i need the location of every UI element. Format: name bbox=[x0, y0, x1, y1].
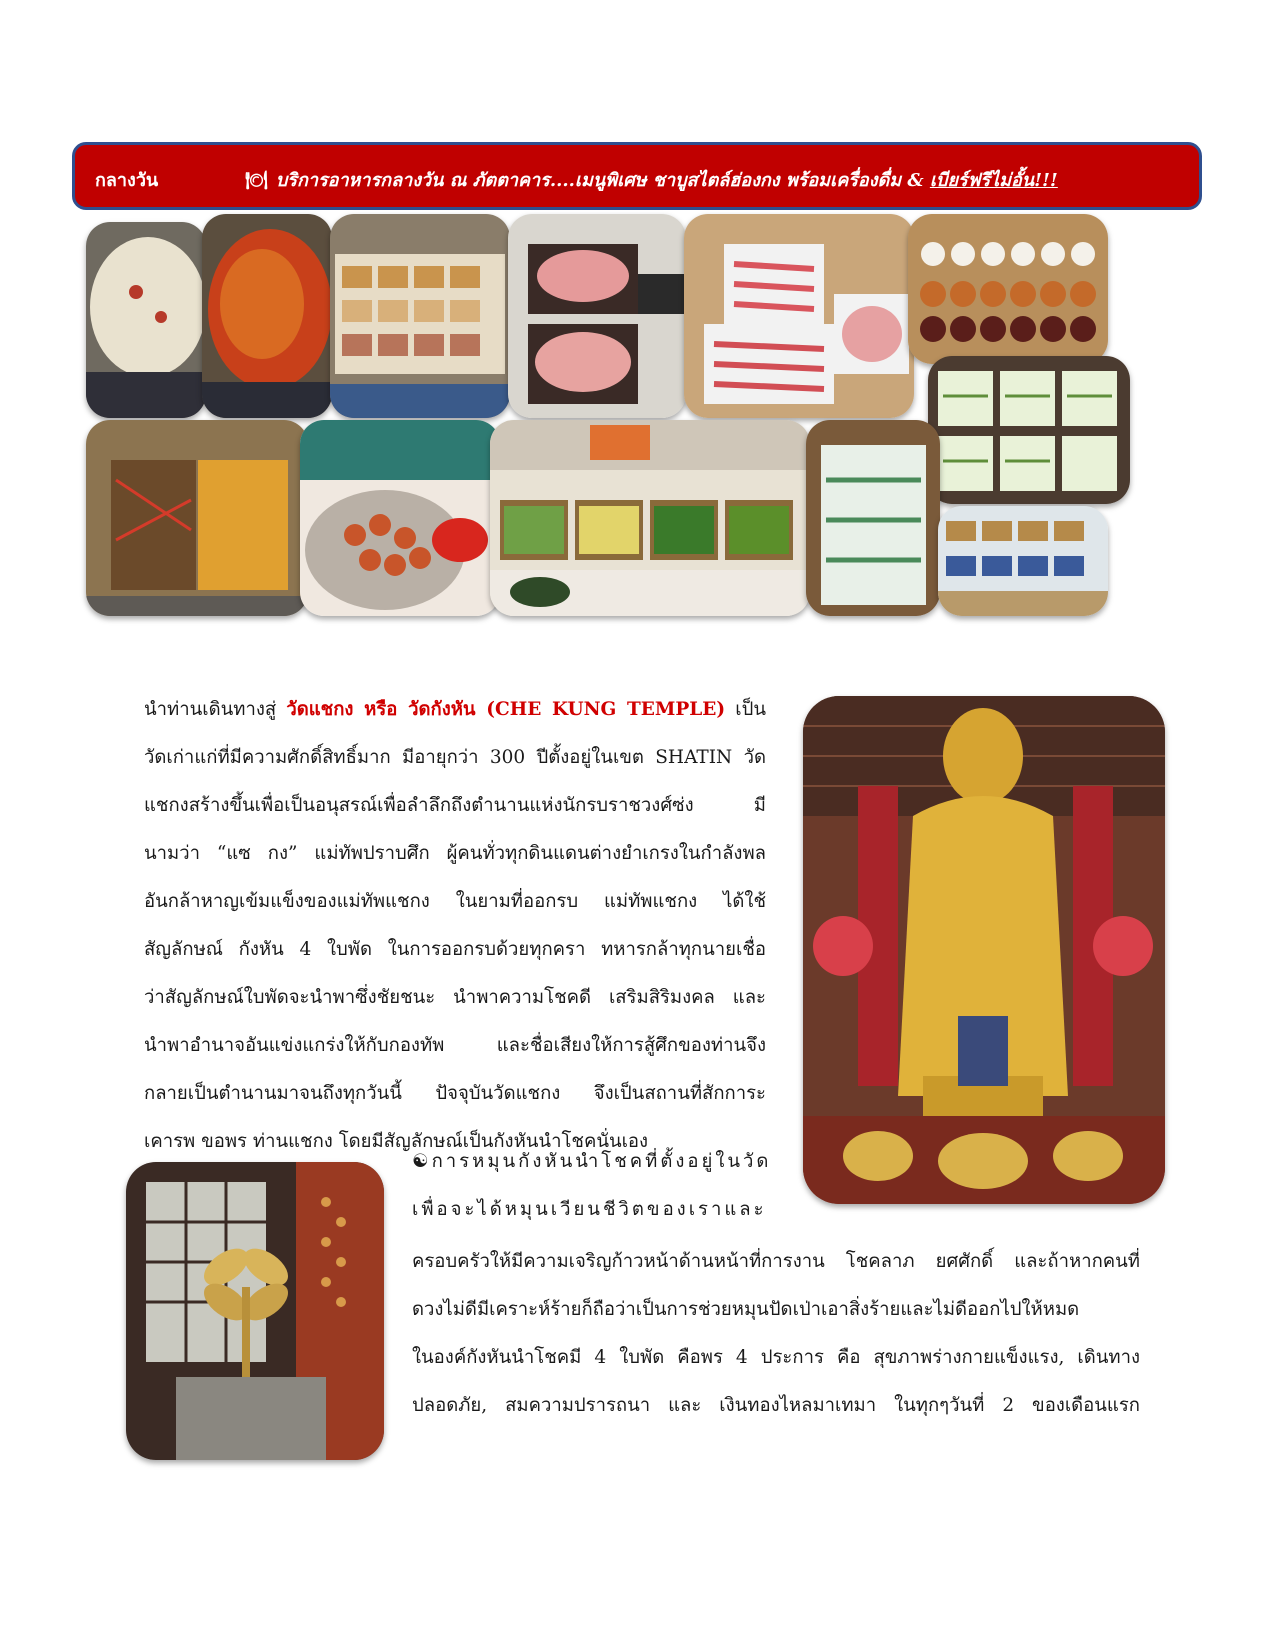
banner-text-highlight: เบียร์ฟรีไม่อั้น!!! bbox=[929, 170, 1058, 191]
photo-hotpot-broth-white bbox=[86, 222, 206, 418]
temple-description bbox=[144, 686, 766, 1166]
text-line: ดวงไม่ดีมีเคราะห์ร้ายก็ถือว่าเป็นการช่วยหมุนปัดเป่าเอาสิ่งร้ายและไม่ดีออกไปให้หมด bbox=[412, 1299, 1080, 1320]
text-line: อันกล้าหาญเข้มแข็งของแม่ทัพแชกง ในยามที่ออกรบ แม่ทัพแชกง ได้ใช้ bbox=[144, 891, 766, 912]
windmill-description-continued bbox=[412, 1238, 1140, 1430]
text-line: นำพาอำนาจอันแข่งแกร่งให้กับกองทัพ และชื่อเสียงให้การสู้ศึกของท่านจึง bbox=[144, 1035, 766, 1056]
photo-lucky-windmill bbox=[126, 1162, 384, 1460]
plate-cutlery-icon: 🍽 bbox=[245, 170, 268, 191]
banner-text bbox=[245, 165, 1058, 194]
text-line-part: การหมุนกังหันนำโชคที่ตั้งอยู่ในวัด bbox=[431, 1151, 772, 1172]
photo-vegetable-bar bbox=[490, 420, 810, 616]
photo-meatball-display bbox=[330, 214, 510, 418]
text-line: ว่าสัญลักษณ์ใบพัดจะนำพาซึ่งชัยชนะ นำพาความโชคดี เสริมสิริมงคล และ bbox=[144, 987, 766, 1008]
text-line: วัดเก่าแก่ที่มีความศักดิ์สิทธิ์มาก มีอายุกว่า 300 ปีตั้งอยู่ในเขต SHATIN วัด bbox=[144, 747, 766, 768]
photo-beverage-cooler bbox=[806, 420, 940, 616]
photo-hotpot-broth-red bbox=[202, 214, 332, 418]
temple-name-highlight: วัดแชกง หรือ วัดกังหัน (CHE KUNG TEMPLE) bbox=[286, 699, 726, 720]
photo-sauce-bar bbox=[908, 214, 1108, 364]
text-line bbox=[412, 1138, 772, 1186]
text-line: สัญลักษณ์ กังหัน 4 ใบพัด ในการออกรบด้วยทุกครา ทหารกล้าทุกนายเชื่อ bbox=[144, 939, 766, 960]
text-line-part: เป็น bbox=[725, 699, 767, 720]
photo-sliced-pork-trays bbox=[508, 214, 686, 418]
photo-che-kung-statue bbox=[803, 696, 1165, 1204]
text-line bbox=[144, 686, 766, 734]
photo-noodle-curry-trays bbox=[86, 420, 308, 616]
text-line: เพื่อจะได้หมุนเวียนชีวิตของเราและ bbox=[412, 1199, 767, 1220]
text-line: กลายเป็นตำนานมาจนถึงทุกวันนี้ ปัจจุบันวัดแชกง จึงเป็นสถานที่สักการะ bbox=[144, 1083, 766, 1104]
photo-dessert-fridge bbox=[938, 506, 1108, 616]
photo-fishballs-chili bbox=[300, 420, 500, 616]
section-banner bbox=[72, 142, 1202, 210]
photo-drinks-fridge bbox=[928, 356, 1130, 504]
text-line: นามว่า “แซ กง” แม่ทัพปราบศึก ผู้คนทั่วทุกดินแดนต่างยำเกรงในกำลังพล bbox=[144, 843, 766, 864]
banner-label: กลางวัน bbox=[95, 170, 159, 191]
photo-sliced-beef-trays bbox=[684, 214, 914, 418]
text-line: เคารพ ขอพร ท่านแชกง โดยมีสัญลักษณ์เป็นกังหันนำโชคนั่นเอง bbox=[144, 1131, 649, 1152]
text-line: แชกงสร้างขึ้นเพื่อเป็นอนุสรณ์เพื่อลำลึกถึงตำนานแห่งนักรบราชวงศ์ซ่ง มี bbox=[144, 795, 766, 816]
text-line: ครอบครัวให้มีความเจริญก้าวหน้าด้านหน้าที่การงาน โชคลาภ ยศศักดิ์ และถ้าหากคนที่ bbox=[412, 1251, 1140, 1272]
text-line-part: นำท่านเดินทางสู่ bbox=[144, 699, 287, 720]
text-line: ในองค์กังหันนำโชคมี 4 ใบพัด คือพร 4 ประการ คือ สุขภาพร่างกายแข็งแรง, เดินทาง bbox=[412, 1347, 1140, 1368]
windmill-description bbox=[412, 1138, 772, 1234]
yin-yang-icon: ☯ bbox=[412, 1151, 432, 1172]
banner-text-prefix: บริการอาหารกลางวัน ณ ภัตตาคาร....เมนูพิเศษ ชาบูสไตล์ฮ่องกง พร้อมเครื่องดื่ม & bbox=[275, 170, 930, 191]
text-line: ปลอดภัย, สมความปรารถนา และ เงินทองไหลมาเทมา ในทุกๆวันที่ 2 ของเดือนแรก bbox=[412, 1395, 1140, 1416]
